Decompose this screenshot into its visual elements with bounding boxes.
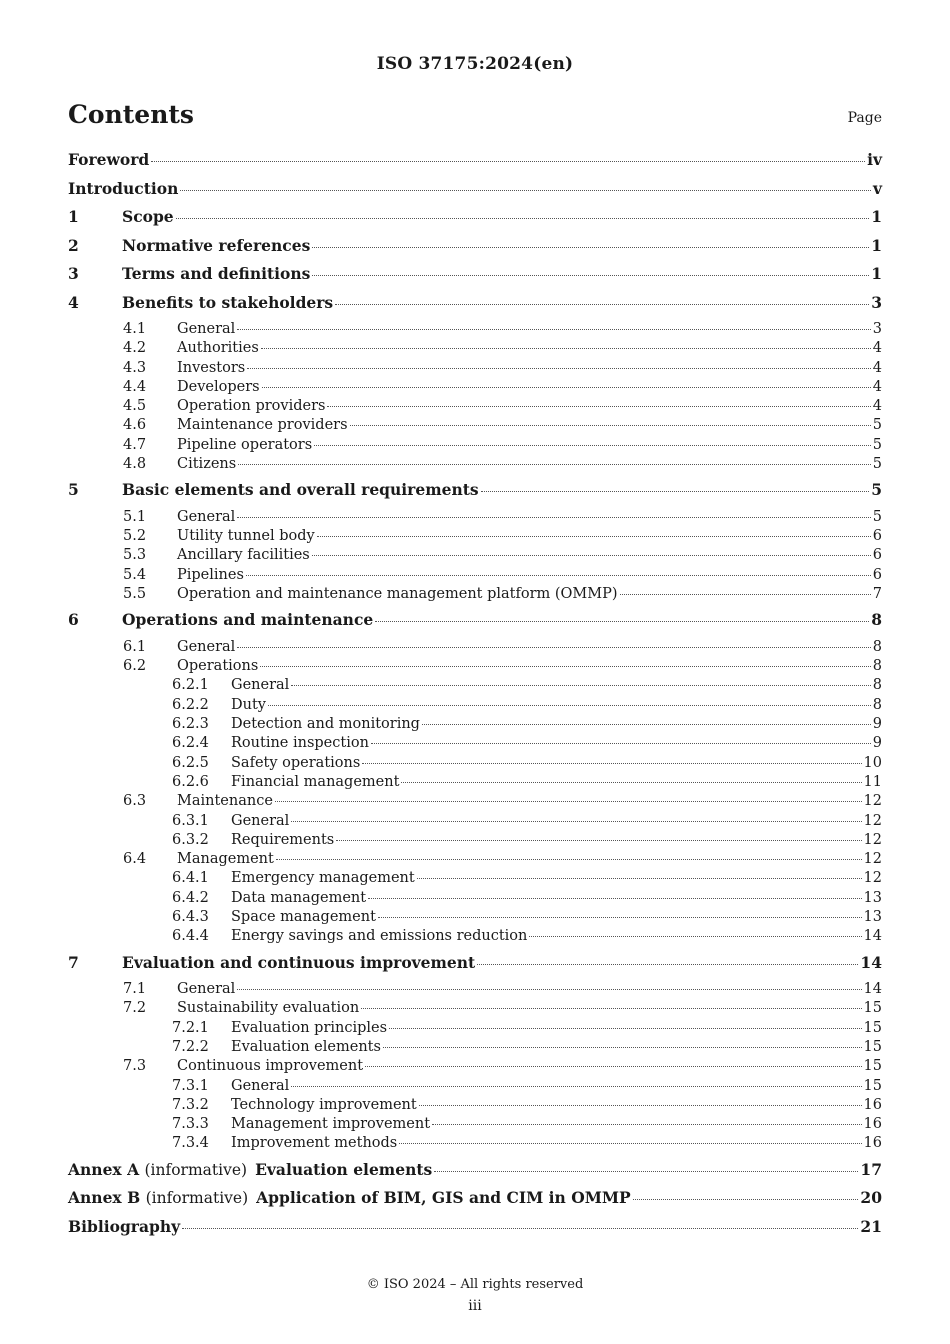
toc-entry-title: General bbox=[177, 321, 236, 337]
toc-entry[interactable] bbox=[68, 360, 882, 379]
toc-entry-page: 6 bbox=[872, 528, 882, 545]
toc-dot-leader bbox=[434, 1171, 858, 1172]
toc-entry-number: 5.2 bbox=[123, 528, 147, 545]
table-of-contents bbox=[68, 150, 882, 1245]
toc-entry-number: 6.4.1 bbox=[172, 870, 209, 887]
toc-entry[interactable] bbox=[68, 697, 882, 716]
toc-entry-number: 6.3.2 bbox=[172, 831, 209, 848]
toc-entry-number: 7.2 bbox=[123, 1000, 147, 1017]
toc-entry[interactable] bbox=[68, 1020, 882, 1039]
toc-entry-number: 6.4.2 bbox=[172, 889, 209, 906]
toc-entry[interactable] bbox=[68, 437, 882, 456]
toc-entry-title: Pipelines bbox=[177, 566, 244, 583]
toc-entry-number: 1 bbox=[68, 207, 79, 226]
toc-entry[interactable] bbox=[68, 547, 882, 566]
toc-entry-title: Pipeline operators bbox=[177, 436, 313, 453]
toc-entry[interactable] bbox=[68, 610, 882, 639]
toc-dot-leader bbox=[276, 859, 862, 860]
toc-entry-page: 5 bbox=[872, 436, 882, 453]
toc-entry-title: Evaluation principles bbox=[231, 1019, 388, 1036]
toc-entry[interactable] bbox=[68, 1097, 882, 1116]
toc-entry-page: 9 bbox=[872, 716, 882, 733]
toc-entry-number: 6.4.3 bbox=[172, 909, 209, 926]
toc-entry-number: 6.4.4 bbox=[172, 928, 209, 945]
toc-entry-page: 16 bbox=[863, 1135, 882, 1152]
toc-entry-page: 15 bbox=[863, 1019, 882, 1036]
toc-entry[interactable] bbox=[68, 480, 882, 509]
toc-entry-title: Management improvement bbox=[231, 1116, 431, 1133]
toc-entry[interactable] bbox=[68, 716, 882, 735]
toc-entry[interactable] bbox=[68, 832, 882, 851]
toc-entry[interactable] bbox=[68, 1217, 882, 1246]
toc-entry-page: 3 bbox=[871, 292, 882, 312]
toc-entry[interactable] bbox=[68, 639, 882, 658]
toc-entry-page: 16 bbox=[863, 1096, 882, 1113]
toc-entry-title: Energy savings and emissions reduction bbox=[231, 928, 528, 945]
toc-dot-leader bbox=[312, 555, 871, 556]
toc-entry-number: 7.3.2 bbox=[172, 1096, 209, 1113]
toc-entry-number: 4.2 bbox=[123, 340, 147, 357]
toc-entry-number: 6.2.5 bbox=[172, 754, 209, 771]
page-number: iii bbox=[468, 1298, 482, 1314]
toc-entry-page: 12 bbox=[863, 831, 882, 848]
toc-entry-page: 4 bbox=[872, 398, 882, 415]
toc-dot-leader bbox=[314, 445, 871, 446]
toc-entry-title: Safety operations bbox=[231, 754, 361, 771]
toc-entry-page: 7 bbox=[872, 586, 882, 603]
toc-entry-number: 6.2.4 bbox=[172, 735, 209, 752]
toc-entry[interactable] bbox=[68, 264, 882, 293]
toc-annex-label: Annex A bbox=[68, 1159, 140, 1179]
toc-entry-title: Normative references bbox=[122, 235, 311, 255]
toc-entry-page: 4 bbox=[872, 359, 882, 376]
toc-dot-leader bbox=[368, 898, 861, 899]
toc-dot-leader bbox=[268, 705, 871, 706]
toc-entry-title: General bbox=[231, 812, 290, 829]
toc-entry[interactable] bbox=[68, 677, 882, 696]
toc-entry-number: 5 bbox=[68, 480, 79, 500]
toc-entry[interactable] bbox=[68, 340, 882, 359]
toc-entry-title: Terms and definitions bbox=[122, 264, 311, 283]
toc-entry-page: 5 bbox=[872, 417, 882, 434]
toc-entry-number: 5.5 bbox=[123, 586, 147, 603]
toc-entry-page: 8 bbox=[872, 658, 882, 675]
toc-entry[interactable] bbox=[68, 1188, 882, 1217]
toc-dot-leader bbox=[365, 1066, 862, 1067]
toc-entry-number: 6.3.1 bbox=[172, 812, 209, 829]
toc-entry-title: General bbox=[231, 677, 290, 694]
toc-entry-number: 7.3.3 bbox=[172, 1116, 209, 1133]
toc-entry-title: Investors bbox=[177, 359, 246, 376]
toc-dot-leader bbox=[417, 878, 862, 879]
toc-entry-title: General bbox=[177, 638, 236, 655]
toc-entry-title: Emergency management bbox=[231, 870, 415, 887]
toc-entry-number: 5.3 bbox=[123, 547, 147, 564]
toc-entry[interactable] bbox=[68, 567, 882, 586]
toc-dot-leader bbox=[182, 1228, 858, 1229]
toc-entry[interactable] bbox=[68, 207, 882, 236]
toc-entry[interactable] bbox=[68, 379, 882, 398]
toc-entry-title: Operation providers bbox=[177, 398, 326, 415]
toc-dot-leader bbox=[383, 1047, 862, 1048]
toc-entry-number: 7.3 bbox=[123, 1058, 147, 1075]
toc-entry[interactable] bbox=[68, 774, 882, 793]
toc-entry-page: 9 bbox=[872, 735, 882, 752]
toc-entry-title: Requirements bbox=[231, 831, 335, 848]
toc-entry-number: 4.7 bbox=[123, 436, 147, 453]
toc-entry-page: iv bbox=[867, 150, 882, 169]
toc-entry-title: Evaluation elements bbox=[231, 1039, 381, 1055]
toc-annex-note: (informative) bbox=[145, 1189, 249, 1208]
toc-dot-leader bbox=[477, 964, 858, 965]
toc-entry-page: 21 bbox=[860, 1216, 882, 1236]
toc-entry-title: Duty bbox=[231, 696, 266, 713]
toc-entry-number: 7 bbox=[68, 952, 79, 972]
toc-dot-leader bbox=[481, 491, 870, 492]
toc-entry[interactable] bbox=[68, 417, 882, 436]
toc-entry[interactable] bbox=[68, 1058, 882, 1077]
toc-entry[interactable] bbox=[68, 150, 882, 179]
toc-entry[interactable] bbox=[68, 755, 882, 774]
toc-entry-page: 12 bbox=[863, 851, 882, 868]
toc-entry-title: Operations and maintenance bbox=[122, 610, 374, 630]
toc-dot-leader bbox=[312, 247, 869, 248]
contents-heading: Contents bbox=[68, 100, 195, 129]
toc-entry-title: Developers bbox=[177, 378, 260, 395]
toc-dot-leader bbox=[237, 647, 870, 648]
toc-entry-page: 15 bbox=[863, 1000, 882, 1017]
toc-entry-page: 11 bbox=[863, 773, 882, 790]
toc-entry-page: 4 bbox=[872, 340, 882, 357]
toc-annex-label: Annex B bbox=[68, 1188, 141, 1208]
toc-entry-title: Evaluation and continuous improvement bbox=[122, 952, 476, 972]
toc-dot-leader bbox=[180, 190, 871, 191]
toc-entry-page: 5 bbox=[871, 480, 882, 500]
toc-entry-number: 4.4 bbox=[123, 378, 147, 395]
toc-entry-number: 6.4 bbox=[123, 851, 147, 868]
toc-entry-page: 8 bbox=[872, 696, 882, 713]
toc-dot-leader bbox=[246, 575, 871, 576]
toc-dot-leader bbox=[620, 594, 871, 595]
toc-entry-number: 6.2.6 bbox=[172, 773, 209, 790]
toc-entry-page: 17 bbox=[860, 1159, 882, 1179]
toc-entry[interactable] bbox=[68, 735, 882, 754]
toc-entry-title: General bbox=[231, 1077, 290, 1094]
toc-entry-number: 6.1 bbox=[123, 638, 147, 655]
toc-dot-leader bbox=[261, 348, 871, 349]
toc-entry[interactable] bbox=[68, 870, 882, 889]
toc-entry-number: 6.3 bbox=[123, 793, 147, 810]
toc-entry-page: 8 bbox=[872, 638, 882, 655]
document-id-header: ISO 37175:2024(en) bbox=[376, 54, 574, 74]
toc-entry-page: 10 bbox=[863, 754, 882, 771]
toc-dot-leader bbox=[529, 936, 861, 937]
toc-dot-leader bbox=[361, 1008, 861, 1009]
toc-entry-number: 4 bbox=[68, 292, 79, 312]
toc-entry-page: 20 bbox=[860, 1188, 882, 1208]
toc-dot-leader bbox=[260, 666, 870, 667]
toc-entry-page: 8 bbox=[872, 677, 882, 694]
toc-entry-title: Space management bbox=[231, 909, 376, 926]
toc-entry-number: 6 bbox=[68, 610, 79, 630]
toc-entry-page: 12 bbox=[863, 812, 882, 829]
toc-entry[interactable] bbox=[68, 793, 882, 812]
toc-entry-title: General bbox=[177, 981, 236, 998]
toc-entry-page: 1 bbox=[871, 264, 882, 283]
toc-entry-number: 6.2.2 bbox=[172, 696, 209, 713]
toc-entry-title: Routine inspection bbox=[231, 735, 369, 752]
toc-entry[interactable] bbox=[68, 456, 882, 475]
toc-entry-number: 4.8 bbox=[123, 456, 147, 473]
toc-entry-title: Management bbox=[177, 851, 274, 868]
toc-entry[interactable] bbox=[68, 981, 882, 1000]
toc-entry-page: 5 bbox=[872, 456, 882, 473]
toc-entry[interactable] bbox=[68, 509, 882, 528]
toc-entry-page: 14 bbox=[860, 952, 882, 972]
toc-entry[interactable] bbox=[68, 1039, 882, 1058]
toc-dot-leader bbox=[237, 329, 870, 330]
toc-entry-page: 15 bbox=[863, 1058, 882, 1075]
toc-entry-number: 6.2.3 bbox=[172, 716, 209, 733]
toc-entry[interactable] bbox=[68, 953, 882, 982]
toc-entry[interactable] bbox=[68, 321, 882, 340]
toc-entry-title: Scope bbox=[122, 207, 174, 226]
toc-dot-leader bbox=[291, 685, 870, 686]
toc-dot-leader bbox=[422, 724, 871, 725]
toc-entry-title: Evaluation elements bbox=[255, 1159, 433, 1179]
toc-entry-page: 13 bbox=[863, 889, 882, 906]
toc-dot-leader bbox=[362, 763, 861, 764]
toc-entry-title: Authorities bbox=[177, 340, 259, 357]
toc-dot-leader bbox=[291, 1086, 861, 1087]
toc-dot-leader bbox=[238, 464, 871, 465]
toc-entry-page: 14 bbox=[863, 928, 882, 945]
copyright-footer: © ISO 2024 – All rights reserved bbox=[366, 1277, 584, 1292]
toc-entry-number: 7.2.2 bbox=[172, 1039, 209, 1055]
toc-entry-title: Maintenance bbox=[177, 793, 273, 810]
toc-entry-page: 6 bbox=[872, 566, 882, 583]
toc-entry-title: Technology improvement bbox=[231, 1096, 417, 1113]
toc-entry-title: General bbox=[177, 508, 236, 525]
toc-dot-leader bbox=[312, 275, 869, 276]
toc-entry[interactable] bbox=[68, 528, 882, 547]
toc-entry[interactable] bbox=[68, 236, 882, 265]
toc-dot-leader bbox=[327, 406, 870, 407]
toc-entry-number: 7.3.1 bbox=[172, 1077, 209, 1094]
toc-entry-title: Benefits to stakeholders bbox=[122, 292, 334, 312]
toc-entry-title: Detection and monitoring bbox=[231, 716, 420, 733]
toc-entry[interactable] bbox=[68, 293, 882, 322]
toc-entry-number: 6.2 bbox=[123, 658, 147, 675]
toc-entry-number: 7.3.4 bbox=[172, 1135, 209, 1152]
toc-entry-page: 12 bbox=[863, 870, 882, 887]
toc-entry-title: Maintenance providers bbox=[177, 417, 348, 434]
toc-entry-page: v bbox=[872, 178, 882, 198]
toc-entry[interactable] bbox=[68, 1135, 882, 1154]
toc-entry-number: 6.2.1 bbox=[172, 677, 209, 694]
toc-entry-title: Sustainability evaluation bbox=[177, 1000, 360, 1017]
toc-entry-page: 1 bbox=[871, 235, 882, 255]
toc-entry-title: Ancillary facilities bbox=[177, 547, 310, 564]
toc-dot-leader bbox=[275, 801, 862, 802]
toc-dot-leader bbox=[335, 304, 869, 305]
toc-entry-page: 6 bbox=[872, 547, 882, 564]
toc-dot-leader bbox=[237, 517, 870, 518]
toc-entry-number: 4.5 bbox=[123, 398, 147, 415]
toc-dot-leader bbox=[371, 743, 871, 744]
page-column-label: Page bbox=[847, 110, 882, 126]
toc-entry[interactable] bbox=[68, 586, 882, 605]
toc-dot-leader bbox=[317, 536, 871, 537]
toc-dot-leader bbox=[262, 387, 871, 388]
toc-entry[interactable] bbox=[68, 909, 882, 928]
toc-entry-page: 12 bbox=[863, 793, 882, 810]
toc-entry-title: Citizens bbox=[177, 456, 237, 473]
toc-entry-page: 1 bbox=[871, 207, 882, 226]
toc-entry[interactable] bbox=[68, 179, 882, 208]
toc-entry[interactable] bbox=[68, 1160, 882, 1189]
toc-dot-leader bbox=[291, 821, 861, 822]
toc-dot-leader bbox=[389, 1028, 861, 1029]
toc-dot-leader bbox=[432, 1124, 862, 1125]
toc-entry-page: 16 bbox=[863, 1116, 882, 1133]
toc-entry-title: Introduction bbox=[68, 178, 179, 198]
toc-dot-leader bbox=[336, 840, 861, 841]
toc-entry-number: 5.4 bbox=[123, 566, 147, 583]
toc-annex-note: (informative) bbox=[144, 1160, 248, 1179]
toc-entry-page: 4 bbox=[872, 378, 882, 395]
toc-entry-page: 8 bbox=[871, 610, 882, 630]
toc-entry-title: Operations bbox=[177, 658, 259, 675]
toc-entry-title: Improvement methods bbox=[231, 1135, 398, 1152]
toc-entry[interactable] bbox=[68, 398, 882, 417]
toc-entry-page: 13 bbox=[863, 909, 882, 926]
toc-dot-leader bbox=[237, 989, 861, 990]
toc-entry-page: 3 bbox=[872, 321, 882, 337]
toc-dot-leader bbox=[375, 621, 869, 622]
toc-dot-leader bbox=[378, 917, 862, 918]
toc-dot-leader bbox=[399, 1143, 861, 1144]
toc-entry[interactable] bbox=[68, 658, 882, 677]
toc-entry-title: Foreword bbox=[68, 150, 150, 169]
toc-dot-leader bbox=[419, 1105, 862, 1106]
toc-entry-page: 5 bbox=[872, 508, 882, 525]
toc-entry-page: 15 bbox=[863, 1077, 882, 1094]
toc-entry[interactable] bbox=[68, 1078, 882, 1097]
toc-entry-title: Operation and maintenance management platform (OMMP) bbox=[177, 586, 618, 603]
toc-dot-leader bbox=[247, 368, 871, 369]
toc-entry-title: Utility tunnel body bbox=[177, 528, 315, 545]
toc-entry-page: 14 bbox=[863, 981, 882, 998]
toc-dot-leader bbox=[350, 425, 871, 426]
toc-entry-number: 7.1 bbox=[123, 981, 147, 998]
toc-entry[interactable] bbox=[68, 1000, 882, 1019]
toc-entry-title: Continuous improvement bbox=[177, 1058, 364, 1075]
toc-entry-title: Basic elements and overall requirements bbox=[122, 480, 479, 500]
toc-entry-number: 3 bbox=[68, 264, 79, 283]
toc-entry-page: 15 bbox=[863, 1039, 882, 1055]
toc-dot-leader bbox=[151, 161, 865, 162]
toc-entry-number: 4.1 bbox=[123, 321, 147, 337]
toc-entry-title: Data management bbox=[231, 889, 367, 906]
toc-entry-title: Application of BIM, GIS and CIM in OMMP bbox=[256, 1188, 631, 1208]
toc-entry-number: 5.1 bbox=[123, 508, 147, 525]
toc-dot-leader bbox=[176, 218, 870, 219]
toc-entry[interactable] bbox=[68, 851, 882, 870]
toc-entry[interactable] bbox=[68, 890, 882, 909]
toc-entry-title: Financial management bbox=[231, 773, 400, 790]
toc-entry-title: Bibliography bbox=[68, 1216, 181, 1236]
toc-entry-number: 4.3 bbox=[123, 359, 147, 376]
toc-entry[interactable] bbox=[68, 1116, 882, 1135]
toc-entry[interactable] bbox=[68, 813, 882, 832]
toc-dot-leader bbox=[633, 1199, 859, 1200]
toc-entry-number: 2 bbox=[68, 235, 79, 255]
toc-entry-number: 4.6 bbox=[123, 417, 147, 434]
toc-entry[interactable] bbox=[68, 928, 882, 947]
toc-entry-number: 7.2.1 bbox=[172, 1019, 209, 1036]
toc-dot-leader bbox=[401, 782, 861, 783]
